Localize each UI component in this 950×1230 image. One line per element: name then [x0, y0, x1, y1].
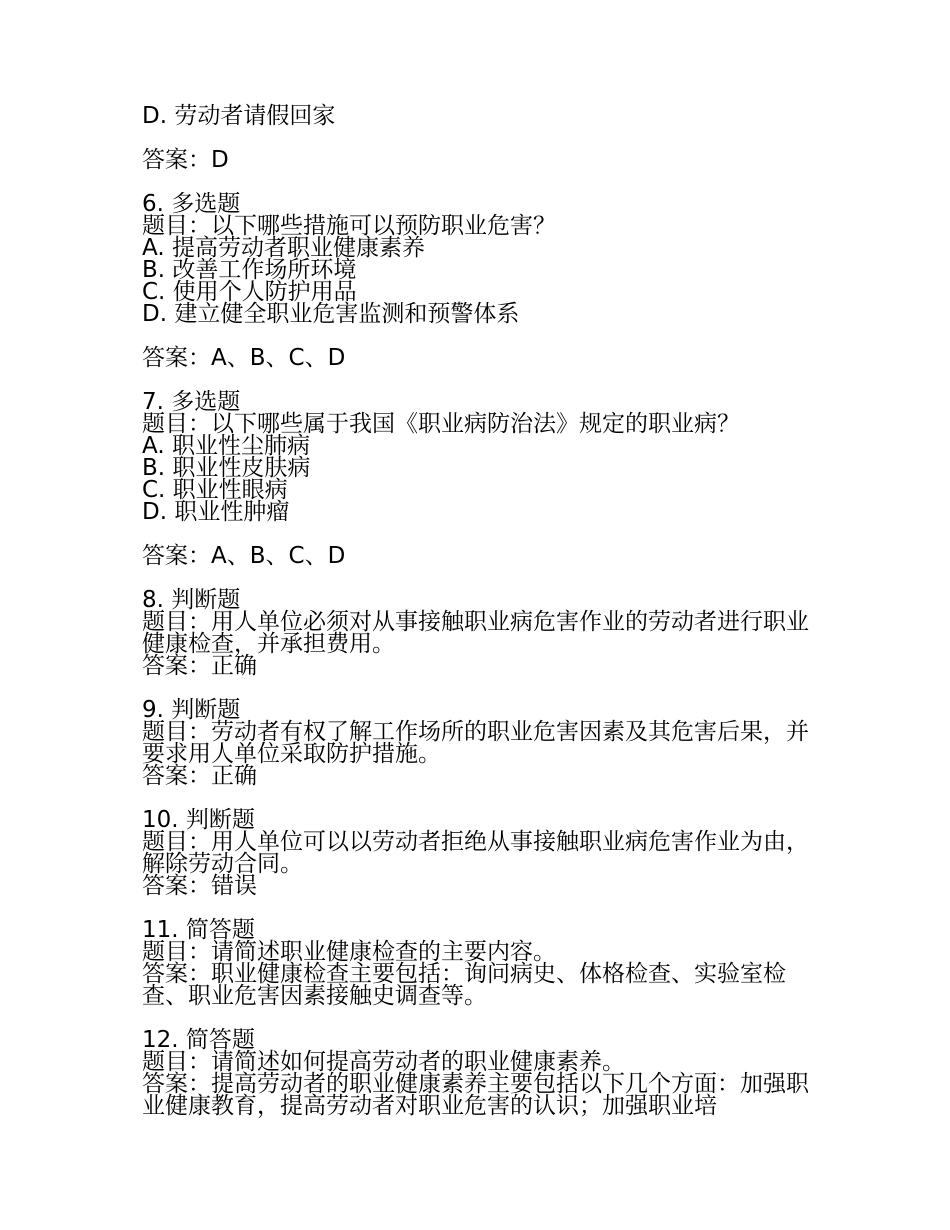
answer: 答案：错误: [142, 873, 257, 899]
question-prompt: 题目：劳动者有权了解工作场所的职业危害因素及其危害后果，并要求用人单位采取防护措施。: [142, 719, 809, 767]
option-d-fragment: D. 劳动者请假回家: [142, 103, 336, 129]
question-header: 10. 判断题: [142, 807, 255, 833]
answer: 答案：正确: [142, 653, 257, 679]
question-prompt: 题目：请简述职业健康检查的主要内容。: [142, 939, 556, 965]
question-prompt: 题目：用人单位可以以劳动者拒绝从事接触职业病危害作业为由，解除劳动合同。: [142, 829, 809, 877]
question-header: 12. 简答题: [142, 1027, 255, 1053]
question-prompt: 题目：以下哪些措施可以预防职业危害？: [142, 213, 556, 239]
document-page: [142, 105, 822, 1139]
question-11: [142, 919, 822, 1007]
answer-fragment: 答案：D: [142, 147, 229, 173]
option-b: B. 职业性皮肤病: [142, 455, 311, 481]
question-prompt: 题目：请简述如何提高劳动者的职业健康素养。: [142, 1049, 625, 1075]
option-c: C. 使用个人防护用品: [142, 279, 357, 305]
question-prompt: 题目：以下哪些属于我国《职业病防治法》规定的职业病？: [142, 411, 740, 437]
question-header: 7. 多选题: [142, 389, 241, 415]
option-a: A. 职业性尘肺病: [142, 433, 310, 459]
question-7: [142, 391, 822, 567]
question-6: [142, 193, 822, 369]
option-a: A. 提高劳动者职业健康素养: [142, 235, 425, 261]
answer: 答案：职业健康检查主要包括：询问病史、体格检查、实验室检查、职业危害因素接触史调查等。: [142, 961, 786, 1009]
answer: 答案：A、B、C、D: [142, 345, 346, 371]
option-c: C. 职业性眼病: [142, 477, 288, 503]
question-10: [142, 809, 822, 897]
question-header: 11. 简答题: [142, 917, 255, 943]
answer: 答案：提高劳动者的职业健康素养主要包括以下几个方面：加强职业健康教育，提高劳动者对职业危害的认识；加强职业培: [142, 1071, 809, 1119]
question-9: [142, 699, 822, 787]
question-12: [142, 1029, 822, 1117]
question-header: 8. 判断题: [142, 587, 241, 613]
question-header: 9. 判断题: [142, 697, 241, 723]
question-prompt: 题目：用人单位必须对从事接触职业病危害作业的劳动者进行职业健康检查，并承担费用。: [142, 609, 809, 657]
question-header: 6. 多选题: [142, 191, 241, 217]
answer: 答案：A、B、C、D: [142, 543, 346, 569]
option-b: B. 改善工作场所环境: [142, 257, 357, 283]
question-8: [142, 589, 822, 677]
answer: 答案：正确: [142, 763, 257, 789]
option-d: D. 建立健全职业危害监测和预警体系: [142, 301, 520, 327]
option-d: D. 职业性肿瘤: [142, 499, 290, 525]
